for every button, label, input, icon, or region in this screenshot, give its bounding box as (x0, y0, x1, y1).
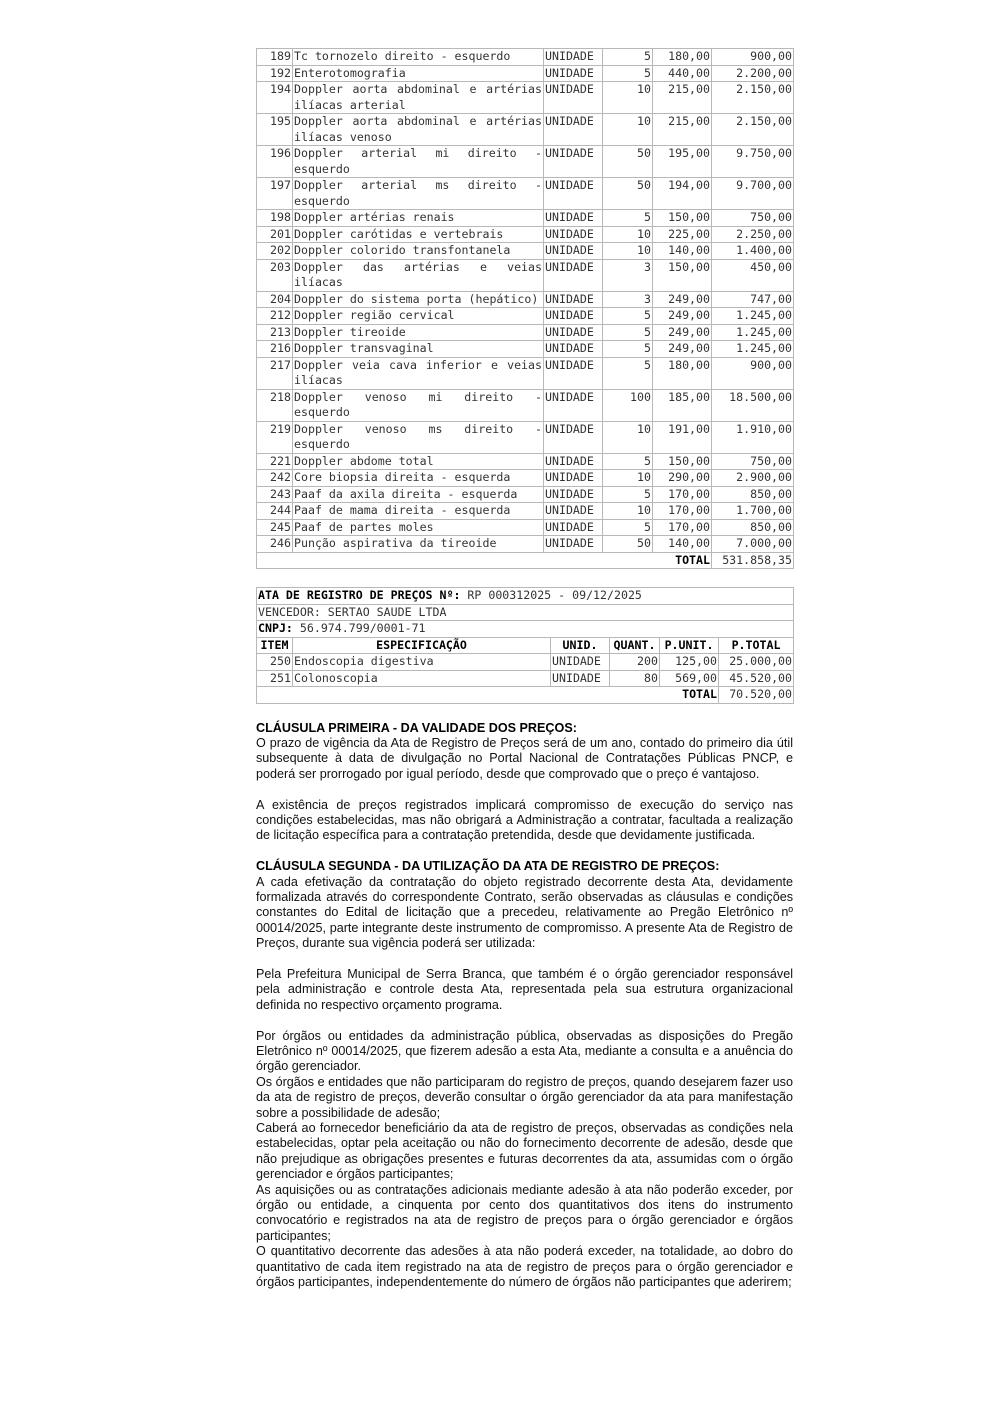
item-total-price: 1.700,00 (712, 503, 794, 520)
item-unit-price: 170,00 (653, 503, 712, 520)
item-quantity: 5 (603, 453, 653, 470)
item-quantity: 10 (603, 470, 653, 487)
item-quantity: 3 (603, 291, 653, 308)
item-unit: UNIDADE (544, 421, 603, 453)
item-quantity: 5 (603, 519, 653, 536)
table-row (257, 654, 794, 671)
item-unit: UNIDADE (544, 308, 603, 325)
item-number: 221 (257, 453, 293, 470)
table-row (257, 178, 794, 210)
item-total-price: 750,00 (712, 210, 794, 227)
item-number: 189 (257, 49, 293, 66)
item-number: 219 (257, 421, 293, 453)
item-quantity: 10 (603, 421, 653, 453)
item-unit-price: 170,00 (653, 519, 712, 536)
table-row (257, 146, 794, 178)
item-unit-price: 249,00 (653, 324, 712, 341)
table-row (257, 243, 794, 260)
clause-2-paragraph: A cada efetivação da contratação do objeto registrado decorrente desta Ata, devidamente formalizada através do correspondente Contrato, serão observadas as cláusulas e condições constantes do Edital de licitação que a precedeu, relativamente ao Pregão Eletrônico nº 00014/2025, parte integrante deste instrumento de compromisso. A presente Ata de Registro de Preços, durante sua vigência poderá ser utilizada: (256, 874, 793, 951)
item-description: Enterotomografia (293, 65, 544, 82)
item-unit: UNIDADE (544, 259, 603, 291)
table-row (257, 536, 794, 553)
item-number: 201 (257, 226, 293, 243)
item-unit: UNIDADE (544, 503, 603, 520)
item-quantity: 5 (603, 486, 653, 503)
item-total-price: 850,00 (712, 519, 794, 536)
table-row (257, 357, 794, 389)
item-description: Paaf de partes moles (293, 519, 544, 536)
item-unit-price: 185,00 (653, 389, 712, 421)
clause-1-title: CLÁUSULA PRIMEIRA - DA VALIDADE DOS PREÇOS: (256, 720, 577, 735)
item-unit-price: 170,00 (653, 486, 712, 503)
item-total-price: 2.900,00 (712, 470, 794, 487)
document-page (256, 48, 793, 1290)
table-row (257, 453, 794, 470)
table-row (257, 291, 794, 308)
col-qty-header: QUANT. (610, 637, 660, 654)
clause-1-paragraph: A existência de preços registrados implicará compromisso de execução do serviço nas condições estabelecidas, mas não obrigará a Administração a contratar, facultada a realização de licitação específica para a contratação pretendida, desde que devidamente justificada. (256, 797, 793, 843)
table-row (257, 503, 794, 520)
table-row (257, 210, 794, 227)
item-description: Doppler veia cava inferior e veias ilíacas (294, 357, 542, 387)
item-total-price: 2.150,00 (712, 82, 794, 114)
clause-2-paragraph: Pela Prefeitura Municipal de Serra Branca, que também é o órgão gerenciador responsável pela administração e controle desta Ata, representada pela sua estrutura organizacional definida no respectivo orçamento programa. (256, 966, 793, 1012)
item-unit-price: 125,00 (660, 654, 719, 671)
item-quantity: 5 (603, 324, 653, 341)
item-description: Doppler região cervical (293, 308, 544, 325)
clause-2-title: CLÁUSULA SEGUNDA - DA UTILIZAÇÃO DA ATA DE REGISTRO DE PREÇOS: (256, 859, 720, 874)
item-description: Doppler transvaginal (293, 341, 544, 358)
ata-number (257, 588, 794, 605)
item-total-price: 747,00 (712, 291, 794, 308)
item-number: 213 (257, 324, 293, 341)
item-unit: UNIDADE (544, 178, 603, 210)
item-unit: UNIDADE (544, 210, 603, 227)
item-number: 196 (257, 146, 293, 178)
item-description: Tc tornozelo direito - esquerdo (293, 49, 544, 66)
table-row (257, 308, 794, 325)
item-unit-price: 150,00 (653, 453, 712, 470)
item-number: 216 (257, 341, 293, 358)
table-row (257, 470, 794, 487)
item-total-price: 750,00 (712, 453, 794, 470)
item-quantity: 5 (603, 65, 653, 82)
item-number: 251 (257, 670, 293, 687)
item-unit: UNIDADE (551, 670, 610, 687)
table-row (257, 670, 794, 687)
clause-2-paragraph: Caberá ao fornecedor beneficiário da ata de registro de preços, observadas as condições nela estabelecidas, optar pela aceitação ou não do fornecimento decorrente de adesão, desde que não prejudique as obrigações presentes e futuras decorrentes da ata, assumidas com o órgão gerenciador e órgãos participantes; (256, 1121, 793, 1182)
item-description: Doppler carótidas e vertebrais (293, 226, 544, 243)
item-unit: UNIDADE (544, 519, 603, 536)
item-quantity: 10 (603, 503, 653, 520)
item-unit: UNIDADE (544, 389, 603, 421)
item-total-price: 900,00 (712, 49, 794, 66)
item-unit-price: 195,00 (653, 146, 712, 178)
item-description: Doppler do sistema porta (hepático) (293, 291, 544, 308)
item-description: Doppler das artérias e veias ilíacas (294, 259, 542, 289)
item-total-price: 1.400,00 (712, 243, 794, 260)
total-value: 531.858,35 (712, 552, 794, 569)
item-quantity: 5 (603, 357, 653, 389)
item-unit-price: 290,00 (653, 470, 712, 487)
ata-value: RP 000312025 - 09/12/2025 (467, 588, 642, 602)
item-description: Doppler artérias renais (293, 210, 544, 227)
item-unit-price: 215,00 (653, 114, 712, 146)
item-number: 212 (257, 308, 293, 325)
item-description: Doppler tireoide (293, 324, 544, 341)
item-total-price: 7.000,00 (712, 536, 794, 553)
item-description: Paaf de mama direita - esquerda (293, 503, 544, 520)
item-quantity: 100 (603, 389, 653, 421)
item-number: 195 (257, 114, 293, 146)
vendor-name: VENCEDOR: SERTAO SAUDE LTDA (257, 604, 794, 621)
total-label: TOTAL (257, 687, 719, 704)
item-unit: UNIDADE (544, 536, 603, 553)
table-total-row (257, 552, 794, 569)
total-value: 70.520,00 (719, 687, 794, 704)
item-unit-price: 150,00 (653, 210, 712, 227)
item-number: 198 (257, 210, 293, 227)
item-quantity: 10 (603, 243, 653, 260)
item-description: Doppler aorta abdominal e artérias ilíacas arterial (294, 82, 542, 112)
item-quantity: 10 (603, 114, 653, 146)
item-unit: UNIDADE (544, 82, 603, 114)
item-total-price: 18.500,00 (712, 389, 794, 421)
table-row (257, 341, 794, 358)
item-unit: UNIDADE (544, 470, 603, 487)
item-quantity: 5 (603, 210, 653, 227)
item-unit-price: 150,00 (653, 259, 712, 291)
item-number: 204 (257, 291, 293, 308)
item-total-price: 45.520,00 (719, 670, 794, 687)
item-quantity: 50 (603, 146, 653, 178)
item-quantity: 10 (603, 82, 653, 114)
item-unit-price: 140,00 (653, 536, 712, 553)
cnpj-row (257, 621, 794, 638)
item-total-price: 1.245,00 (712, 324, 794, 341)
item-quantity: 50 (603, 536, 653, 553)
table-row (257, 324, 794, 341)
item-total-price: 900,00 (712, 357, 794, 389)
item-number: 194 (257, 82, 293, 114)
item-unit: UNIDADE (544, 357, 603, 389)
table-row (257, 226, 794, 243)
col-total-header: P.TOTAL (719, 637, 794, 654)
item-description: Doppler colorido transfontanela (293, 243, 544, 260)
item-quantity: 3 (603, 259, 653, 291)
item-unit: UNIDADE (544, 49, 603, 66)
clause-2-paragraph: Os órgãos e entidades que não participaram do registro de preços, quando desejarem fazer uso da ata de registro de preços, deverão consultar o órgão gerenciador da ata para manifestação sobre a possibilidade de adesão; (256, 1074, 793, 1120)
item-number: 242 (257, 470, 293, 487)
item-unit-price: 249,00 (653, 291, 712, 308)
item-unit-price: 249,00 (653, 308, 712, 325)
table-row (257, 421, 794, 453)
item-unit: UNIDADE (544, 243, 603, 260)
cnpj-label: CNPJ: (258, 621, 293, 635)
item-number: 203 (257, 259, 293, 291)
item-unit-price: 215,00 (653, 82, 712, 114)
item-quantity: 200 (610, 654, 660, 671)
item-unit: UNIDADE (544, 226, 603, 243)
item-unit: UNIDADE (544, 324, 603, 341)
item-quantity: 80 (610, 670, 660, 687)
item-quantity: 10 (603, 226, 653, 243)
item-total-price: 2.150,00 (712, 114, 794, 146)
item-description: Doppler venoso mi direito - esquerdo (294, 389, 542, 419)
table-row (257, 486, 794, 503)
header-row (257, 637, 794, 654)
table-row (257, 49, 794, 66)
items-table-2 (256, 587, 794, 704)
item-total-price: 2.250,00 (712, 226, 794, 243)
items-table-2-body (257, 654, 794, 687)
item-number: 246 (257, 536, 293, 553)
item-total-price: 450,00 (712, 259, 794, 291)
item-unit: UNIDADE (544, 486, 603, 503)
item-unit: UNIDADE (544, 65, 603, 82)
clauses (256, 721, 793, 1291)
item-unit-price: 180,00 (653, 357, 712, 389)
item-unit-price: 140,00 (653, 243, 712, 260)
clause-2-paragraph: O quantitativo decorrente das adesões à ata não poderá exceder, na totalidade, ao dobro do quantitativo de cada item registrado na ata de registro de preços para o órgão gerenciador e órgãos participantes, independentemente do número de órgãos não participantes que aderirem; (256, 1244, 793, 1290)
item-description: Doppler abdome total (293, 453, 544, 470)
item-total-price: 2.200,00 (712, 65, 794, 82)
item-description: Doppler arterial mi direito - esquerdo (294, 146, 542, 176)
item-quantity: 50 (603, 178, 653, 210)
item-number: 218 (257, 389, 293, 421)
table-row (257, 82, 794, 114)
item-description: Paaf da axila direita - esquerda (293, 486, 544, 503)
item-quantity: 5 (603, 49, 653, 66)
item-description: Core biopsia direita - esquerda (293, 470, 544, 487)
item-number: 245 (257, 519, 293, 536)
item-number: 197 (257, 178, 293, 210)
item-total-price: 1.910,00 (712, 421, 794, 453)
item-unit: UNIDADE (544, 291, 603, 308)
item-number: 243 (257, 486, 293, 503)
item-unit-price: 569,00 (660, 670, 719, 687)
clause-1-paragraph: O prazo de vigência da Ata de Registro de Preços será de um ano, contado do primeiro dia útil subsequente à data de divulgação no Portal Nacional de Contratações Públicas PNCP, e poderá ser prorrogado por igual período, desde que comprovado que o preço é vantajoso. (256, 735, 793, 781)
item-number: 202 (257, 243, 293, 260)
clause-2-paragraph: Por órgãos ou entidades da administração pública, observadas as disposições do Pregão Eletrônico nº 00014/2025, que fizerem adesão a esta Ata, mediante a consulta e a anuência do órgão gerenciador. (256, 1028, 793, 1074)
item-unit: UNIDADE (551, 654, 610, 671)
items-table-1 (256, 48, 794, 569)
total-label: TOTAL (257, 552, 712, 569)
clause-2-paragraph: As aquisições ou as contratações adicionais mediante adesão à ata não poderão exceder, por órgão ou entidade, a cinquenta por cento dos quantitativos dos itens do instrumento convocatório e registrados na ata de registro de preços para o órgão gerenciador e órgãos participantes; (256, 1182, 793, 1243)
cnpj (257, 621, 794, 638)
item-unit: UNIDADE (544, 114, 603, 146)
item-description: Endoscopia digestiva (293, 654, 551, 671)
item-description: Colonoscopia (293, 670, 551, 687)
vendor-row (257, 604, 794, 621)
item-total-price: 1.245,00 (712, 341, 794, 358)
item-unit: UNIDADE (544, 146, 603, 178)
table-row (257, 519, 794, 536)
col-unid-header: UNID. (551, 637, 610, 654)
col-unit-price-header: P.UNIT. (660, 637, 719, 654)
item-unit-price: 194,00 (653, 178, 712, 210)
col-item-header: ITEM (257, 637, 293, 654)
table-total-row (257, 687, 794, 704)
ata-row (257, 588, 794, 605)
item-quantity: 5 (603, 308, 653, 325)
item-total-price: 9.700,00 (712, 178, 794, 210)
item-number: 192 (257, 65, 293, 82)
item-description: Punção aspirativa da tireoide (293, 536, 544, 553)
item-total-price: 9.750,00 (712, 146, 794, 178)
item-unit-price: 180,00 (653, 49, 712, 66)
item-total-price: 25.000,00 (719, 654, 794, 671)
item-description: Doppler aorta abdominal e artérias ilíacas venoso (294, 114, 542, 144)
item-number: 250 (257, 654, 293, 671)
item-total-price: 850,00 (712, 486, 794, 503)
item-unit: UNIDADE (544, 341, 603, 358)
item-number: 244 (257, 503, 293, 520)
item-unit-price: 249,00 (653, 341, 712, 358)
cnpj-value: 56.974.799/0001-71 (299, 621, 426, 635)
item-unit: UNIDADE (544, 453, 603, 470)
item-description: Doppler venoso ms direito - esquerdo (294, 421, 542, 451)
table-row (257, 389, 794, 421)
table-row (257, 259, 794, 291)
items-table-1-body (257, 49, 794, 553)
item-description: Doppler arterial ms direito - esquerdo (294, 178, 542, 208)
item-unit-price: 191,00 (653, 421, 712, 453)
ata-label: ATA DE REGISTRO DE PREÇOS Nº: (258, 588, 461, 602)
item-quantity: 5 (603, 341, 653, 358)
item-total-price: 1.245,00 (712, 308, 794, 325)
col-spec-header: ESPECIFICAÇÃO (293, 637, 551, 654)
item-unit-price: 440,00 (653, 65, 712, 82)
item-number: 217 (257, 357, 293, 389)
table-row (257, 114, 794, 146)
table-row (257, 65, 794, 82)
item-unit-price: 225,00 (653, 226, 712, 243)
